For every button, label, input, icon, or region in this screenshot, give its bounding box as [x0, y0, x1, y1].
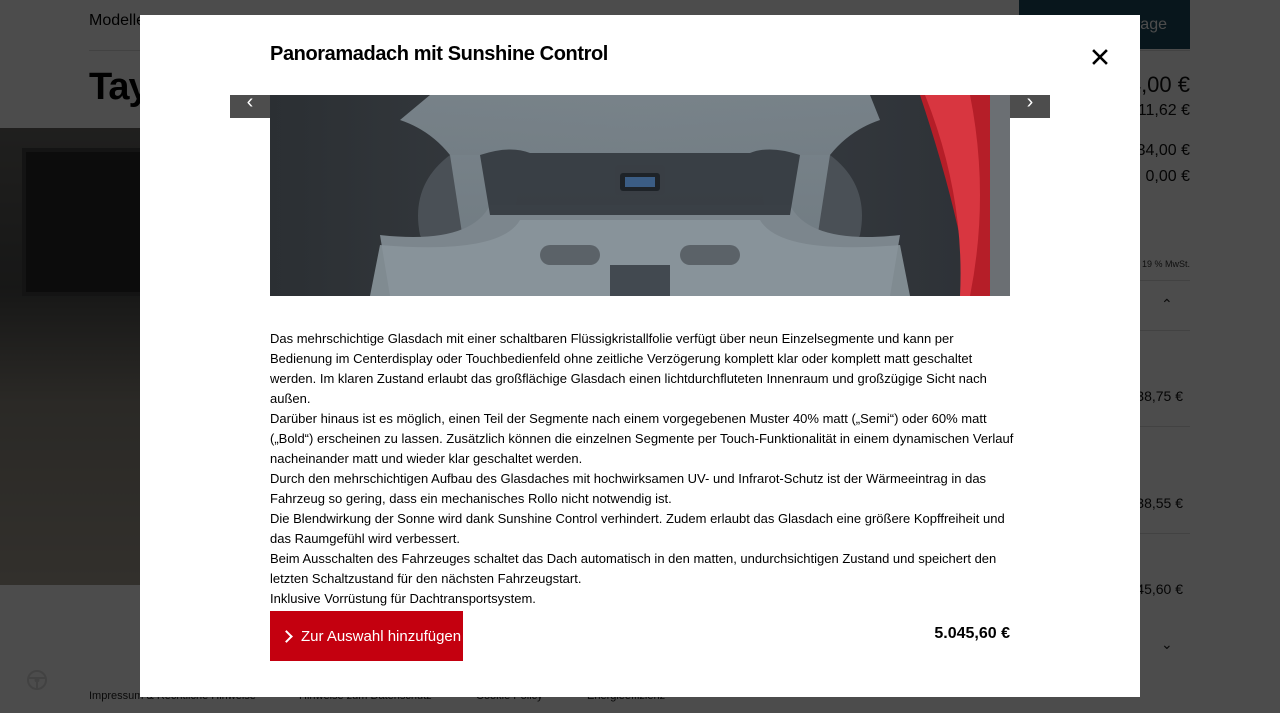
option-price: 5.045,60 €	[934, 625, 1010, 642]
modal-title: Panoramadach mit Sunshine Control	[270, 43, 608, 65]
description-paragraph: Beim Ausschalten des Fahrzeuges schaltet das Dach automatisch in den matten, undurchsichtigen Zustand und speichert den letzten Schaltzustand für den nächsten Fahrzeugstart.	[270, 551, 997, 586]
option-detail-modal	[140, 15, 1140, 697]
close-button[interactable]	[1088, 45, 1112, 69]
description-paragraph: Darüber hinaus ist es möglich, einen Teil der Segmente nach einem vorgegebenen Muster 40% matt („Semi“) oder 60% matt („Bold“) erscheinen zu lassen. Zusätzlich können die einzelnen Segmente per Touch-Funktionalität in einem dynamischen Verlauf nacheinander matt und wieder klar geschaltet werden.	[270, 411, 1014, 466]
next-image-button[interactable]	[1010, 95, 1050, 118]
description-paragraph: Durch den mehrschichtigen Aufbau des Glasdaches mit hochwirksamen UV- und Infrarot-Schutz ist der Wärmeeintrag in das Fahrzeug so gering, dass ein mechanisches Rollo nicht notwendig ist.	[270, 471, 987, 506]
add-button-label: Zur Auswahl hinzufügen	[301, 627, 462, 645]
previous-image-button[interactable]	[230, 95, 270, 118]
description-paragraph: Inklusive Vorrüstung für Dachtransportsystem.	[270, 591, 536, 606]
close-icon	[1092, 49, 1108, 65]
description-paragraph: Das mehrschichtige Glasdach mit einer schaltbaren Flüssigkristallfolie verfügt über neun Einzelsegmente und kann per Bedienung im Centerdisplay oder Touchbedienfeld ohne zeitliche Verzögerung komplett klar oder komplett matt geschaltet werden. Im klaren Zustand erlaubt das großflächige Glasdach einen lichtdurchfluteten Innenraum und großzügige Sicht nach außen.	[270, 331, 987, 406]
add-to-selection-button[interactable]	[270, 611, 463, 661]
option-image	[270, 95, 1010, 296]
description-paragraph: Die Blendwirkung der Sonne wird dank Sunshine Control verhindert. Zudem erlaubt das Glasdach eine größere Kopffreiheit und das Raumgefühl wird verbessert.	[270, 511, 1005, 546]
option-description	[270, 329, 1015, 609]
chevron-right-icon	[280, 630, 293, 643]
chevron-left-icon: ‹	[246, 95, 254, 113]
chevron-right-icon: ›	[1026, 95, 1034, 113]
